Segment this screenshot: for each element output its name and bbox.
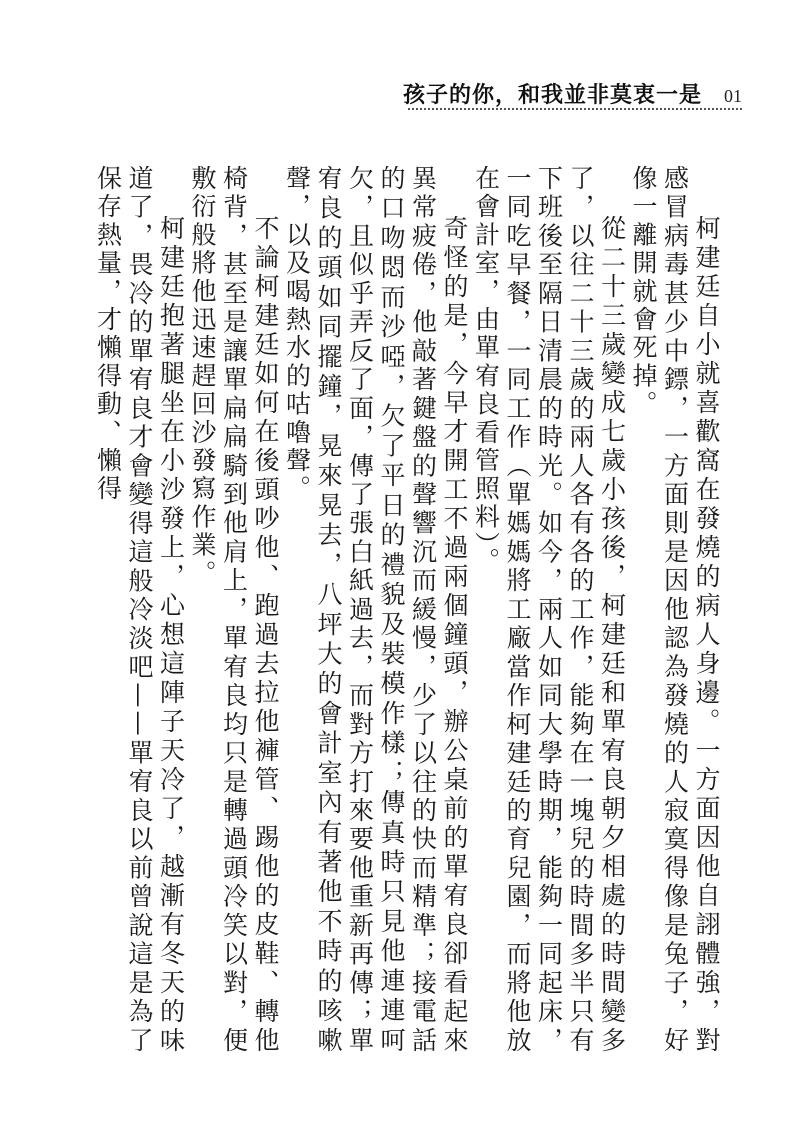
chapter-title: 孩子的你，和我並非莫衷一是 xyxy=(402,82,702,108)
body-text xyxy=(92,165,722,1055)
paragraph: 不論柯建廷如何在後頭吵他、跑過去拉他褲管、踢他的皮鞋、轉他椅背，甚至是讓單扁扁騎到他肩上，單宥良均只是轉過頭冷笑以對，便敷衍般將他迅速趕回沙發寫作業。 xyxy=(188,165,280,1055)
running-header xyxy=(403,78,742,109)
paragraph: 奇怪的是，今早才開工不過兩個鐘頭，辦公桌前的單宥良卻看起來異常疲倦，他敲著鍵盤的聲響沉而緩慢，少了以往的快而精準；接電話的口吻悶而沙啞，欠了平日的禮貌及裝模作樣；傳真時只見他連連呵欠，且似乎弄反了面，傳了張白紙過去，而對方打來要他重新再傳；單宥良的頭如同擺鐘，晃來晃去，八坪大的會計室內有著他不時的咳嗽聲，以及喝熱水的咕嚕聲。 xyxy=(282,165,469,1055)
header-dotted-rule xyxy=(408,108,742,110)
paragraph: 柯建廷抱著腿坐在小沙發上，心想這陣子天冷了，越漸有冬天的味道了，畏冷的單宥良才會變得這般冷淡吧——單宥良以前曾說這是為了保存熱量，才懶得動、懶得 xyxy=(93,165,186,1055)
paragraph: 從二十三歲變成七歲小孩後，柯建廷和單宥良朝夕相處的時間變多了，以往二十三歲的兩人各有各的工作，能夠在一塊兒的時間多半只有下班後至隔日清晨的時光。如今，兩人如同大學時期，能夠一同起床，一同吃早餐，一同工作（單媽媽將工廠當作柯建廷的育兒園，而將他放在會計室，由單宥良看管照料）。 xyxy=(471,165,627,1055)
paragraph: 柯建廷自小就喜歡窩在發燒的病人身邊。一方面因他自詡體強，對感冒病毒甚少中鏢，一方面則是因他認為發燒的人寂寞得像是兔子，好像一離開就會死掉。 xyxy=(629,165,721,1055)
page-number: 01 xyxy=(724,86,742,106)
